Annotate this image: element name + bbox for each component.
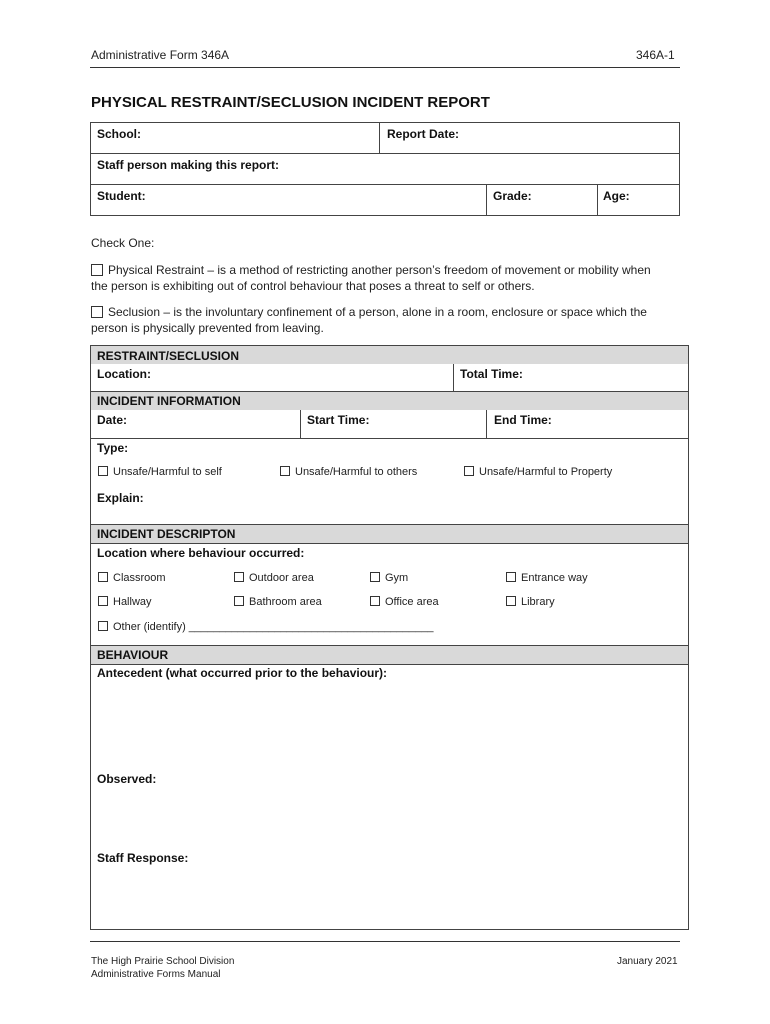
type-option-others[interactable] [280,466,417,478]
checkbox-icon[interactable] [234,596,244,606]
header-rule [90,67,680,68]
grade-field[interactable]: Grade: [493,189,532,203]
restraint-line-1: Physical Restraint – is a method of restricting another person’s freedom of movement or mobility when [108,263,651,277]
checkbox-icon[interactable] [98,572,108,582]
footer-date: January 2021 [617,956,678,967]
behaviour-location-label: Location where behaviour occurred: [97,546,305,560]
top-table-vdivider-2 [486,184,487,216]
seclusion-line-1: Seclusion – is the involuntary confinement of a person, alone in a room, enclosure or space which the [108,305,647,319]
location-option-library[interactable] [506,596,555,608]
behaviour-heading-line [90,664,689,665]
staff-person-field[interactable]: Staff person making this report: [97,158,280,172]
location-option-label: Gym [385,572,409,584]
seclusion-option[interactable] [91,304,691,336]
seclusion-line-2: person is physically prevented from leaving. [91,321,324,335]
antecedent-field[interactable]: Antecedent (what occurred prior to the behaviour): [97,666,388,680]
form-name: Administrative Form 346A [91,48,230,62]
restraint-checkbox[interactable] [91,264,103,276]
top-table-vdivider-3 [597,184,598,216]
restraint-vdivider [453,364,454,392]
top-table-divider-1 [90,153,680,154]
report-date-field[interactable]: Report Date: [387,127,460,141]
location-option-office[interactable] [370,596,439,608]
checkbox-icon[interactable] [370,596,380,606]
incident-description-heading: INCIDENT DESCRIPTON [97,527,236,541]
top-table-vdivider-1 [379,122,380,153]
checkbox-icon[interactable] [464,466,474,476]
restraint-section-heading: RESTRAINT/SECLUSION [97,349,240,363]
checkbox-icon[interactable] [506,572,516,582]
main-form-table [90,345,689,930]
location-option-label: Library [521,596,555,608]
top-table-divider-2 [90,184,680,185]
checkbox-icon[interactable] [506,596,516,606]
end-time-field[interactable]: End Time: [494,413,552,427]
type-option-property[interactable] [464,466,612,478]
total-time-field[interactable]: Total Time: [460,367,523,381]
location-option-bathroom[interactable] [234,596,322,608]
type-option-self[interactable] [98,466,222,478]
footer-org-line-2: Administrative Forms Manual [91,969,221,980]
location-field[interactable]: Location: [97,367,151,381]
observed-field[interactable]: Observed: [97,772,157,786]
incident-time-bottom-line [90,438,689,439]
footer-org-line-1: The High Prairie School Division [91,956,235,967]
form-code: 346A-1 [636,48,675,62]
location-option-entrance[interactable] [506,572,588,584]
checkbox-icon[interactable] [234,572,244,582]
restraint-option[interactable] [91,262,691,294]
location-option-label: Hallway [113,596,152,608]
location-option-label: Classroom [113,572,166,584]
explain-field[interactable]: Explain: [97,491,144,505]
check-one-heading: Check One: [91,236,155,250]
checkbox-icon[interactable] [98,466,108,476]
type-option-self-label: Unsafe/Harmful to self [113,466,222,478]
restraint-line-2: the person is exhibiting out of control behaviour that poses a threat to self or others. [91,279,535,293]
staff-response-field[interactable]: Staff Response: [97,851,189,865]
start-time-field[interactable]: Start Time: [307,413,370,427]
checkbox-icon[interactable] [280,466,290,476]
incident-vdivider-1 [300,410,301,438]
checkbox-icon[interactable] [370,572,380,582]
type-option-property-label: Unsafe/Harmful to Property [479,466,613,478]
checkbox-icon[interactable] [98,596,108,606]
location-option-hallway[interactable] [98,596,152,608]
incident-desc-heading-line [90,543,689,544]
school-field[interactable]: School: [97,127,141,141]
location-option-classroom[interactable] [98,572,166,584]
type-option-others-label: Unsafe/Harmful to others [295,466,418,478]
location-option-label: Outdoor area [249,572,314,584]
location-option-outdoor[interactable] [234,572,314,584]
student-field[interactable]: Student: [97,189,146,203]
footer-org [91,955,234,981]
incident-info-heading: INCIDENT INFORMATION [97,394,241,408]
location-option-label: Office area [385,596,439,608]
location-option-gym[interactable] [370,572,408,584]
footer-rule [90,941,680,942]
location-option-other[interactable] [98,621,434,633]
location-option-label: Entrance way [521,572,588,584]
date-field[interactable]: Date: [97,413,128,427]
age-field[interactable]: Age: [603,189,630,203]
type-label: Type: [97,441,129,455]
location-option-label: Bathroom area [249,596,322,608]
incident-vdivider-2 [486,410,487,438]
page-title: PHYSICAL RESTRAINT/SECLUSION INCIDENT REPORT [91,94,490,111]
checkbox-icon[interactable] [98,621,108,631]
behaviour-heading: BEHAVIOUR [97,648,169,662]
location-option-other-label: Other (identify) ________________________________________ [113,621,434,633]
seclusion-checkbox[interactable] [91,306,103,318]
behaviour-heading-bg [91,646,688,664]
